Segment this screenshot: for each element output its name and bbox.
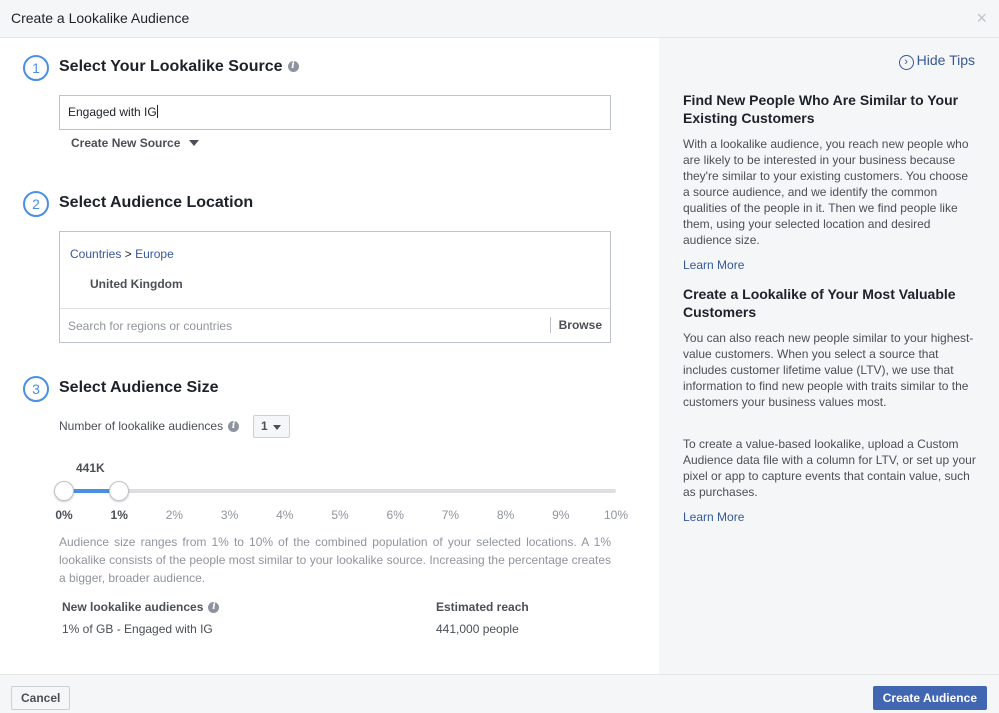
slider-tick-label: 5% <box>331 508 349 522</box>
info-icon[interactable]: i <box>288 61 299 72</box>
step-1-badge: 1 <box>23 55 49 81</box>
hide-tips-button[interactable] <box>899 52 975 70</box>
lookalike-source-value: Engaged with IG <box>68 105 157 119</box>
step-1-title <box>59 58 299 76</box>
num-audiences-value: 1 <box>261 419 268 433</box>
selected-country[interactable]: United Kingdom <box>90 277 183 291</box>
slider-tick-label: 8% <box>496 508 515 522</box>
create-new-source-label: Create New Source <box>71 136 181 150</box>
slider-tick-label: 4% <box>276 508 294 522</box>
text-caret <box>157 105 158 118</box>
new-audiences-header-text: New lookalike audiences <box>62 600 204 614</box>
num-audiences-label <box>59 419 239 433</box>
slider-tick-label: 0% <box>55 508 73 522</box>
chevron-right-circle-icon: › <box>899 55 914 70</box>
close-icon[interactable]: × <box>976 8 987 28</box>
step-2-badge: 2 <box>23 191 49 217</box>
create-new-source-button[interactable] <box>71 136 199 150</box>
dialog-header <box>0 0 999 38</box>
estimated-reach-value: 441,000 people <box>436 622 519 636</box>
hide-tips-label: Hide Tips <box>916 52 975 68</box>
audience-size-slider-track[interactable] <box>64 489 616 493</box>
slider-tick-label: 7% <box>441 508 460 522</box>
breadcrumb-separator: > <box>124 247 132 261</box>
learn-more-link-1[interactable]: Learn More <box>683 258 745 272</box>
caret-down-icon <box>189 140 199 146</box>
slider-tick-label: 9% <box>552 508 570 522</box>
slider-min-handle[interactable] <box>54 481 74 501</box>
tip-1-title: Find New People Who Are Similar to Your Existing Customers <box>683 92 959 126</box>
cancel-button[interactable]: Cancel <box>11 686 70 710</box>
caret-down-icon <box>273 425 281 430</box>
slider-tick-label: 6% <box>386 508 404 522</box>
slider-max-handle[interactable] <box>109 481 129 501</box>
slider-tick-label: 10% <box>603 508 629 522</box>
step-1-title-text: Select Your Lookalike Source <box>59 58 283 75</box>
tip-1-body: With a lookalike audience, you reach new people who are likely to be interested in your business because they're similar to your existing customers. You choose a source audience, and we identify the common qualities of the people in it. Then we find people like them, using your selected location and desired audience size. <box>683 137 969 247</box>
location-selector <box>59 231 611 343</box>
location-search-row <box>60 308 610 342</box>
create-audience-button[interactable]: Create Audience <box>873 686 987 710</box>
dialog-footer <box>0 674 999 713</box>
num-audiences-label-text: Number of lookalike audiences <box>59 419 224 433</box>
step-3-badge: 3 <box>23 376 49 402</box>
dialog-title: Create a Lookalike Audience <box>11 10 190 26</box>
tips-panel <box>659 38 999 674</box>
browse-button[interactable]: Browse <box>550 317 610 333</box>
slider-audience-count: 441K <box>76 461 105 475</box>
new-audiences-header <box>62 600 219 614</box>
new-audiences-value: 1% of GB - Engaged with IG <box>62 622 213 636</box>
breadcrumb-europe-link[interactable]: Europe <box>135 247 174 261</box>
estimated-reach-header: Estimated reach <box>436 600 529 614</box>
step-3-title: Select Audience Size <box>59 379 219 396</box>
location-search-input[interactable]: Search for regions or countries <box>68 319 233 333</box>
info-icon[interactable]: i <box>228 421 239 432</box>
breadcrumb-countries-link[interactable]: Countries <box>70 247 122 261</box>
audience-size-description: Audience size ranges from 1% to 10% of the combined population of your selected locations. A 1% lookalike consists of the people most similar to your lookalike source. Increasing the percentage creates a bigger, broader audience. <box>59 535 611 585</box>
slider-tick-label: 3% <box>220 508 239 522</box>
lookalike-source-input[interactable] <box>59 95 611 130</box>
main-panel <box>0 38 659 674</box>
tip-2-body-1: You can also reach new people similar to your highest-value customers. When you select a source that includes customer lifetime value (LTV), we use that information to find new people with traits similar to the customers your business values most. <box>683 331 974 409</box>
tip-2-body-2: To create a value-based lookalike, upload a Custom Audience data file with a column for LTV, or set up your pixel or app to capture events that contain value, such as purchases. <box>683 437 976 499</box>
step-2-title: Select Audience Location <box>59 194 254 211</box>
location-breadcrumb <box>70 247 174 261</box>
slider-tick-label: 2% <box>165 508 184 522</box>
info-icon[interactable]: i <box>208 602 219 613</box>
learn-more-link-2[interactable]: Learn More <box>683 510 745 524</box>
num-audiences-select[interactable] <box>253 415 290 438</box>
tip-2-title: Create a Lookalike of Your Most Valuable Customers <box>683 286 956 320</box>
slider-tick-label: 1% <box>110 508 128 522</box>
